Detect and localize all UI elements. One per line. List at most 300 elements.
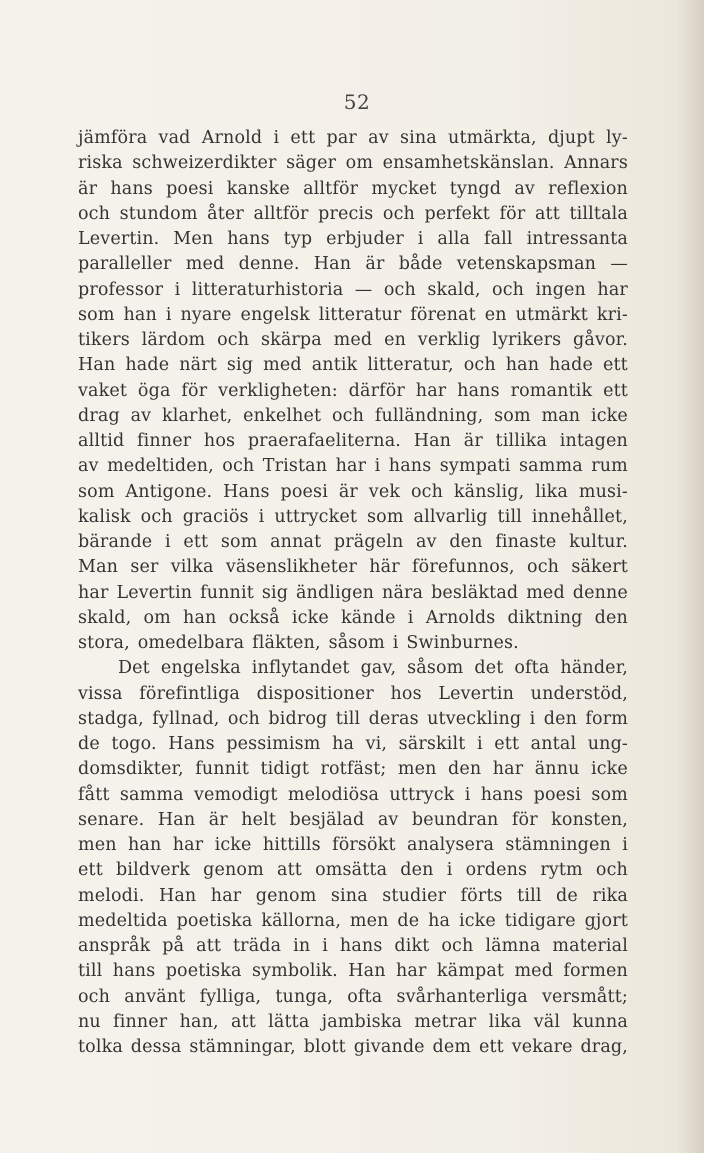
word: poetiska: [165, 961, 242, 982]
word: väl: [533, 1011, 561, 1032]
word: Tristan: [262, 456, 328, 477]
word: romantik: [510, 380, 593, 401]
word: väsenslikheter: [225, 557, 358, 578]
word: av: [377, 809, 399, 830]
word: versmått;: [542, 986, 628, 1007]
word: givande: [353, 1037, 425, 1057]
word: ordens: [465, 860, 528, 881]
word: hans: [112, 961, 156, 982]
word: av: [514, 178, 535, 199]
word: är: [463, 431, 483, 451]
word: understöd,: [530, 683, 628, 704]
word: professor: [78, 279, 164, 300]
word: och: [227, 708, 260, 729]
word: och: [222, 456, 255, 477]
word: icke: [291, 607, 329, 628]
word: till: [78, 961, 103, 982]
word: Han: [348, 961, 386, 982]
word: intressanta: [526, 229, 628, 249]
text-line: [78, 202, 628, 227]
text-line: [78, 682, 628, 707]
word: av: [416, 532, 437, 552]
word: tunga,: [275, 986, 334, 1007]
word: skald,: [78, 607, 132, 628]
word: skald,: [427, 279, 481, 300]
word: ingen: [535, 279, 586, 300]
word: i: [407, 607, 414, 628]
word: material: [552, 936, 628, 956]
word: har: [396, 961, 427, 982]
word: antal: [530, 734, 577, 754]
word: omsätta: [315, 860, 388, 881]
word: stadga,: [78, 708, 144, 729]
text-line: [78, 530, 628, 555]
word: medeltiden,: [107, 456, 214, 477]
word: hans: [457, 380, 500, 401]
word: gåvor.: [573, 330, 628, 350]
word: lika: [488, 1011, 522, 1032]
word: och: [463, 355, 496, 376]
word: schweizerdikter: [132, 153, 277, 174]
word: poesi: [166, 178, 214, 199]
text-line: [78, 909, 628, 934]
word: nyare: [180, 304, 232, 325]
word: jambiska: [321, 1011, 403, 1032]
word: Men: [173, 229, 214, 249]
word: hans: [339, 936, 383, 956]
word: det: [474, 658, 504, 679]
word: poetiska: [176, 910, 253, 931]
word: nära: [382, 582, 424, 603]
word: besjälad: [289, 809, 365, 830]
word: engelsk: [240, 304, 310, 325]
word: såsom: [407, 658, 464, 679]
word: ännu: [534, 759, 580, 780]
word: —: [354, 279, 373, 300]
text-line: [78, 858, 628, 883]
word: stämningar,: [189, 1037, 296, 1057]
word: Han: [313, 254, 352, 275]
word: melodiösa: [287, 784, 380, 805]
word: men: [397, 759, 437, 780]
word: hans: [480, 784, 524, 805]
word: graciös: [182, 506, 249, 527]
word: i: [374, 456, 381, 477]
word: allvarlig: [413, 506, 488, 527]
word: och: [410, 481, 444, 502]
word: som: [367, 506, 404, 527]
word: utveckling: [427, 708, 522, 729]
word: som: [591, 784, 628, 805]
word: både: [398, 254, 443, 275]
word: också: [228, 607, 280, 628]
word: de: [397, 910, 420, 931]
text-line-paragraph-start: [78, 656, 628, 681]
word: i: [164, 532, 171, 552]
word: träda: [233, 936, 282, 956]
word: vek: [368, 481, 401, 502]
word: rytm: [540, 860, 583, 881]
word: analysera: [406, 835, 495, 855]
word: därför: [348, 380, 405, 401]
word: Han: [413, 431, 452, 451]
word: han,: [179, 1011, 219, 1032]
word: och: [78, 986, 111, 1007]
word: och: [492, 279, 525, 300]
word: litteraturhistoria: [191, 279, 344, 300]
word: åter: [207, 203, 244, 224]
text-line: [78, 303, 628, 328]
word: tidigare: [504, 910, 576, 931]
word: ett: [494, 734, 520, 754]
word: och: [140, 506, 173, 527]
word: tidigt: [260, 759, 310, 780]
word: verkligheten:: [218, 380, 338, 401]
word: praerafaeliterna.: [247, 431, 402, 451]
word: som: [220, 532, 258, 552]
word: lärdom: [141, 330, 206, 350]
word: jämföra: [78, 128, 148, 148]
word: ensamhetskänslan.: [382, 153, 555, 174]
word: gav,: [360, 658, 397, 679]
word: har: [492, 759, 524, 780]
text-line: [78, 1035, 628, 1060]
text-line: [78, 429, 628, 454]
word: intagen: [559, 431, 628, 451]
word: djupt: [547, 128, 595, 148]
word: vi,: [365, 734, 388, 754]
word: med: [514, 961, 554, 982]
word: är: [208, 809, 228, 830]
word: här: [369, 557, 400, 578]
word: till: [335, 708, 361, 729]
text-line: [78, 505, 628, 530]
word: icke: [214, 835, 252, 855]
word: ha: [332, 734, 355, 754]
word: Arnold: [201, 128, 263, 148]
word: finner: [113, 1011, 168, 1032]
word: Levertin: [438, 683, 515, 704]
word: sina: [330, 885, 368, 906]
word: drag,: [580, 1037, 628, 1057]
word: den: [594, 607, 628, 628]
word: besläktad: [431, 582, 519, 603]
word: av: [130, 405, 152, 426]
word: fyllnad,: [152, 708, 220, 729]
word: särskilt: [398, 734, 466, 754]
word: ändligen: [295, 582, 375, 603]
word: genom: [255, 885, 317, 906]
word: vetenskapsman: [456, 254, 597, 275]
word: dem: [432, 1037, 472, 1057]
word: prägeln: [333, 532, 404, 552]
word: rika: [592, 885, 628, 906]
word: inflytandet: [251, 658, 350, 679]
word: stora,: [78, 633, 130, 653]
word: han: [183, 607, 217, 628]
word: närt: [179, 355, 217, 376]
word: denne: [572, 582, 628, 603]
word: av: [78, 456, 99, 477]
word: har: [78, 582, 109, 603]
word: litteratur,: [367, 355, 454, 376]
word: av: [368, 128, 389, 148]
word: kunna: [572, 1011, 628, 1032]
word: förefunnos,: [412, 557, 515, 578]
word: och: [78, 203, 111, 224]
word: med: [526, 582, 565, 603]
word: utmärkt: [515, 304, 588, 325]
word: att: [276, 860, 302, 881]
word: anspråk: [78, 936, 151, 956]
text-line: [78, 783, 628, 808]
word: att: [534, 203, 560, 224]
word: sig: [261, 582, 289, 603]
word: i: [392, 633, 399, 653]
word: —: [610, 254, 628, 275]
word: hos: [390, 683, 422, 704]
word: om: [143, 607, 171, 628]
word: de: [78, 734, 100, 754]
word: säkert: [571, 557, 628, 578]
word: rum: [591, 456, 628, 477]
text-line: [78, 732, 628, 757]
word: utmärkta,: [448, 128, 537, 148]
word: säger: [286, 153, 337, 174]
word: i: [464, 784, 471, 805]
word: kri-: [596, 304, 628, 325]
word: i: [322, 936, 328, 956]
word: svårhanterliga: [396, 986, 528, 1007]
word: precis: [318, 203, 374, 224]
word: musi-: [578, 481, 628, 502]
word: erbjuder: [326, 229, 404, 249]
word: Arnolds: [425, 607, 496, 628]
word: som: [78, 304, 115, 325]
text-line: [78, 252, 628, 277]
word: om: [345, 153, 374, 174]
word: att: [230, 1011, 256, 1032]
text-line: [78, 707, 628, 732]
text-line: [78, 757, 628, 782]
word: perfekt: [424, 203, 490, 224]
word: till: [517, 885, 542, 906]
word: konsten,: [551, 809, 628, 830]
word: men: [349, 910, 389, 931]
word: domsdikter,: [78, 759, 184, 780]
word: källorna,: [261, 910, 342, 931]
word: hade: [125, 355, 170, 376]
word: engelska: [160, 658, 241, 679]
word: för: [511, 809, 538, 830]
word: fått: [78, 784, 110, 805]
word: sina: [399, 128, 437, 148]
word: kultur.: [569, 532, 628, 552]
word: poesi: [280, 481, 328, 502]
word: försökt: [332, 835, 396, 855]
word: Annars: [564, 153, 628, 174]
word: medeltida: [78, 910, 168, 931]
word: dessa: [130, 1037, 182, 1057]
word: fall: [483, 229, 513, 249]
word: i: [622, 835, 628, 855]
word: såsom: [328, 633, 385, 653]
word: i: [446, 860, 453, 881]
word: ser: [130, 557, 159, 578]
word: senare.: [78, 809, 145, 830]
word: ett: [290, 128, 316, 148]
word: den: [449, 532, 483, 552]
word: lyrikers: [492, 330, 562, 350]
word: denne.: [238, 254, 300, 275]
word: fläkten,: [252, 633, 321, 653]
word: ofta: [514, 658, 550, 679]
word: dispositioner: [256, 683, 374, 704]
word: kämpat: [436, 961, 505, 982]
word: hans: [388, 456, 432, 477]
word: antik: [311, 355, 358, 376]
word: Det: [118, 658, 150, 679]
word: och: [217, 330, 250, 350]
word: enkelhet: [243, 405, 322, 426]
word: med: [185, 254, 225, 275]
word: formen: [563, 961, 628, 982]
word: öga: [137, 380, 171, 401]
text-line: [78, 353, 628, 378]
word: par: [326, 128, 357, 148]
word: för: [499, 203, 526, 224]
word: reflexion: [548, 178, 628, 199]
word: i: [258, 506, 265, 527]
word: poesi: [533, 784, 582, 805]
word: Man: [78, 557, 119, 578]
word: en: [384, 330, 406, 350]
text-line: [78, 555, 628, 580]
word: de: [556, 885, 578, 906]
word: metrar: [414, 1011, 477, 1032]
text-line: [78, 404, 628, 429]
word: tolka: [78, 1037, 123, 1057]
word: ett: [183, 532, 209, 552]
word: lika: [535, 481, 569, 502]
word: sig: [226, 355, 254, 376]
word: hans: [227, 229, 270, 249]
word: och: [441, 936, 474, 956]
word: form: [585, 708, 628, 729]
text-line: [78, 606, 628, 631]
word: är: [78, 178, 98, 199]
word: han: [123, 304, 157, 325]
text-line: [78, 833, 628, 858]
text-line: [78, 959, 628, 984]
word: förenat: [410, 304, 476, 325]
word: melodi.: [78, 885, 145, 906]
word: stämningen: [505, 835, 611, 855]
word: för: [181, 380, 208, 401]
word: i: [165, 304, 172, 325]
word: nu: [78, 1011, 101, 1032]
word: verklig: [417, 330, 481, 350]
word: finaste: [495, 532, 557, 552]
word: dikt: [394, 936, 430, 956]
word: uttryck: [389, 784, 455, 805]
text-line-paragraph-end: [78, 631, 628, 656]
word: alltför: [303, 178, 359, 199]
page-number: 52: [343, 90, 371, 114]
word: tilltala: [569, 203, 628, 224]
word: Hans: [168, 734, 215, 754]
text-line: [78, 177, 628, 202]
word: Levertin.: [78, 229, 160, 249]
word: ett: [478, 1037, 504, 1057]
word: fulländning,: [374, 405, 484, 426]
word: vilka: [170, 557, 214, 578]
word: skärpa: [260, 330, 322, 350]
word: och: [382, 203, 415, 224]
word: kanske: [226, 178, 290, 199]
word: pessimism: [226, 734, 321, 754]
word: alltför: [253, 203, 309, 224]
word: den: [543, 708, 578, 729]
word: blott: [303, 1037, 346, 1057]
word: togo.: [111, 734, 157, 754]
text-line: [78, 581, 628, 606]
word: Swinburnes.: [406, 633, 519, 653]
word: hade: [549, 355, 594, 376]
word: med: [333, 330, 373, 350]
word: men: [78, 835, 117, 855]
word: lämna: [485, 936, 541, 956]
word: är: [365, 254, 385, 275]
word: litteratur: [318, 304, 402, 325]
text-line: [78, 151, 628, 176]
word: vekare: [511, 1037, 573, 1057]
word: genom: [203, 860, 264, 881]
word: med: [263, 355, 302, 376]
word: studier: [382, 885, 447, 906]
text-line: [78, 934, 628, 959]
word: funnit: [200, 582, 254, 603]
word: bärande: [78, 532, 153, 552]
word: annat: [270, 532, 322, 552]
word: i: [529, 708, 536, 729]
word: vaket: [78, 380, 128, 401]
word: alla: [437, 229, 471, 249]
word: har: [210, 885, 242, 906]
word: ha: [428, 910, 451, 931]
word: som: [78, 481, 115, 502]
word: uttrycket: [274, 506, 358, 527]
word: känslig,: [453, 481, 525, 502]
word: har: [597, 279, 628, 300]
word: händer,: [560, 658, 628, 679]
word: en: [484, 304, 507, 325]
word: Levertin: [116, 582, 193, 603]
word: tillika: [495, 431, 548, 451]
word: kalisk: [78, 506, 131, 527]
word: in: [293, 936, 311, 956]
word: deras: [368, 708, 419, 729]
word: icke: [458, 910, 496, 931]
text-line: [78, 126, 628, 151]
word: funnit: [195, 759, 250, 780]
word: hans: [110, 178, 153, 199]
word: vissa: [78, 683, 123, 704]
word: gjort: [584, 910, 628, 931]
word: klarhet,: [161, 405, 233, 426]
word: är: [338, 481, 358, 502]
word: drag: [78, 405, 120, 426]
